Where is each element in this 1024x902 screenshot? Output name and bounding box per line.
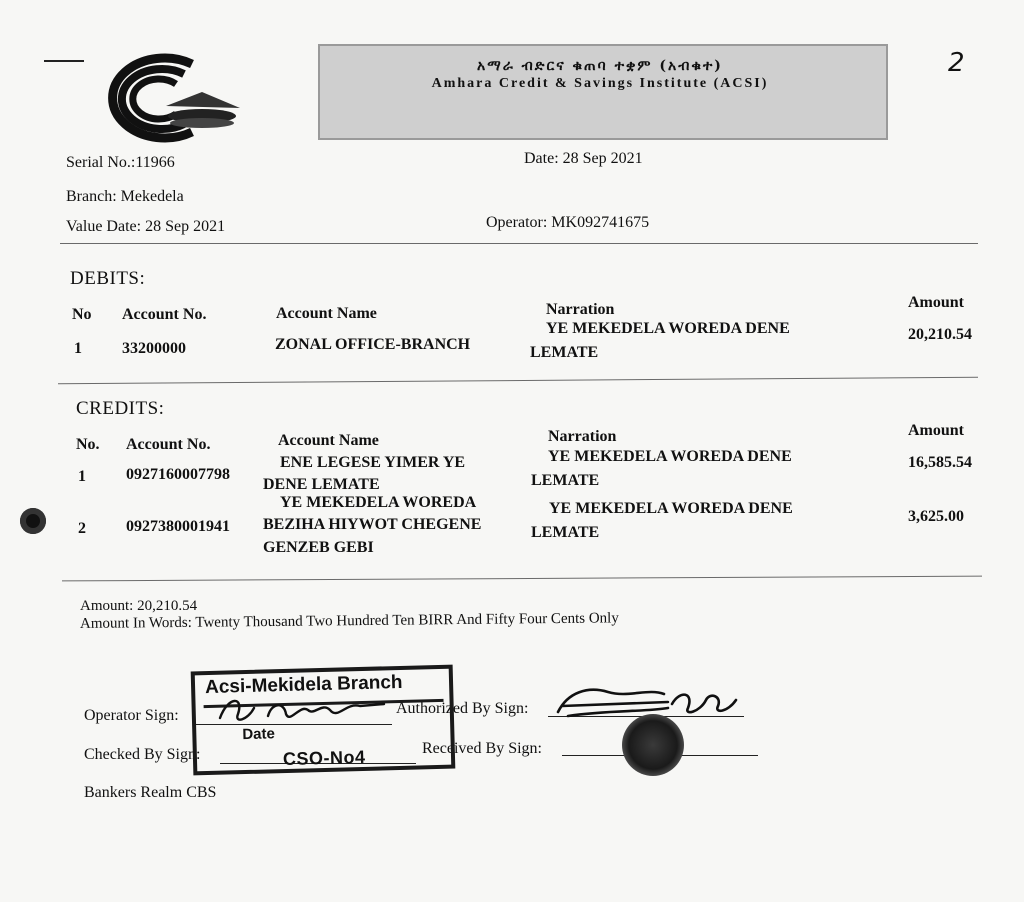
credits-header-account-name: Account Name <box>278 432 379 449</box>
credit-account-no: 0927380001941 <box>126 518 230 535</box>
logo-mark-line <box>44 60 84 62</box>
received-by-label: Received By Sign: <box>422 740 542 757</box>
branch: Branch: Mekedela <box>66 188 184 205</box>
debit-amount: 20,210.54 <box>908 326 972 343</box>
credit-narration-line1: YE MEKEDELA WOREDA DENE <box>548 448 792 465</box>
operator-id: Operator: MK092741675 <box>486 214 650 231</box>
org-name-english: Amhara Credit & Savings Institute (ACSI) <box>431 76 769 91</box>
document-date: Date: 28 Sep 2021 <box>524 150 643 167</box>
amount-in-words: Amount In Words: Twenty Thousand Two Hundred Ten BIRR And Fifty Four Cents Only <box>79 610 619 632</box>
total-amount: Amount: 20,210.54 <box>80 598 198 614</box>
debits-header-narration: Narration <box>546 301 615 318</box>
debits-header-account-no: Account No. <box>122 306 207 323</box>
footer-system: Bankers Realm CBS <box>84 784 217 801</box>
page-number: 2 <box>948 48 965 78</box>
credit-account-name-line3: GENZEB GEBI <box>263 539 374 556</box>
authorized-by-label: Authorized By Sign: <box>396 700 529 717</box>
credits-title: CREDITS: <box>76 398 165 419</box>
debit-no: 1 <box>74 340 82 357</box>
credit-account-name-line2: DENE LEMATE <box>263 476 380 493</box>
acsi-logo-icon <box>74 46 254 146</box>
operator-signature-icon <box>214 690 394 730</box>
credit-narration-line2: LEMATE <box>531 472 600 489</box>
round-seal <box>622 714 684 776</box>
credit-account-name-line1: YE MEKEDELA WOREDA <box>280 494 477 511</box>
credit-account-name-line1: ENE LEGESE YIMER YE <box>280 454 466 471</box>
stamp-date-label: Date <box>242 725 276 744</box>
debits-header-no: No <box>72 306 92 323</box>
debit-narration-line2: LEMATE <box>530 344 599 361</box>
acsi-logo <box>74 46 254 146</box>
debits-header-amount: Amount <box>908 294 965 311</box>
credits-header-amount: Amount <box>908 422 965 439</box>
punch-hole <box>20 508 46 534</box>
divider-credits <box>62 576 982 582</box>
credit-account-no: 0927160007798 <box>126 466 230 483</box>
credits-header-account-no: Account No. <box>126 436 211 453</box>
credit-no: 1 <box>78 468 86 485</box>
serial-number: Serial No.:11966 <box>66 154 175 171</box>
org-banner <box>318 44 888 140</box>
debit-account-no: 33200000 <box>122 340 186 357</box>
stamp-title: Acsi-Mekidela Branch <box>204 671 403 699</box>
debits-title: DEBITS: <box>70 268 146 289</box>
stamp-code: CSO-No4 <box>282 746 366 770</box>
org-name-amharic: አማራ ብድርና ቁጠባ ተቋም (አብቁተ) <box>477 58 723 74</box>
credit-account-name-line2: BEZIHA HIYWOT CHEGENE <box>263 516 482 533</box>
credits-header-narration: Narration <box>548 428 617 445</box>
divider-meta <box>60 243 978 244</box>
debit-narration-line1: YE MEKEDELA WOREDA DENE <box>546 320 790 337</box>
credit-narration-line2: LEMATE <box>531 524 600 541</box>
debit-account-name: ZONAL OFFICE-BRANCH <box>275 336 471 353</box>
credits-header-no: No. <box>76 436 100 453</box>
value-date: Value Date: 28 Sep 2021 <box>66 218 226 235</box>
credit-no: 2 <box>78 520 86 537</box>
debits-header-account-name: Account Name <box>276 305 377 322</box>
credit-narration-line1: YE MEKEDELA WOREDA DENE <box>549 500 793 517</box>
divider-debits <box>58 377 978 384</box>
credit-amount: 3,625.00 <box>908 508 964 525</box>
operator-sign-label: Operator Sign: <box>84 707 179 724</box>
credit-amount: 16,585.54 <box>908 454 972 471</box>
checked-by-label: Checked By Sign: <box>84 746 201 763</box>
